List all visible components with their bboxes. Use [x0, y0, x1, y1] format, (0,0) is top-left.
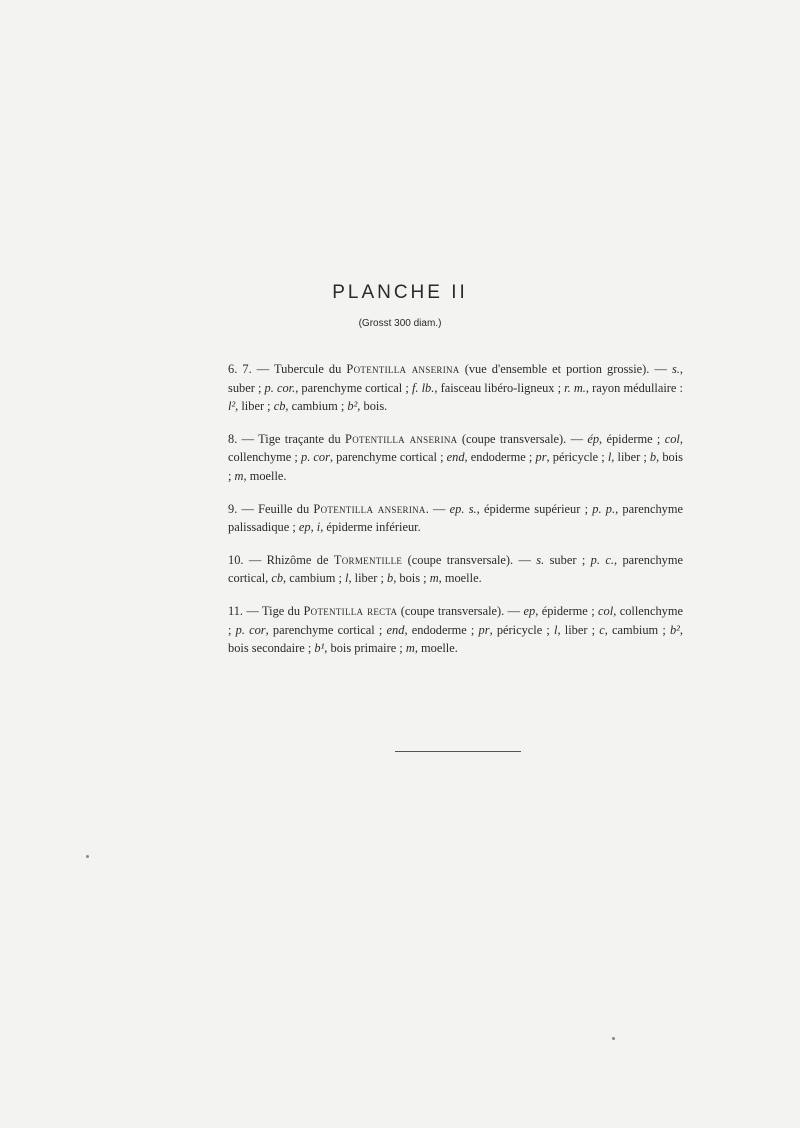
legend-entry-11: 11. — Tige du Potentilla recta (coupe transversale). — ep, épiderme ; col, collenchyme ; p. cor, parenchyme cortical ; end, endoderme ; pr, péricycle ; l, liber ; c, cambium ; b², bois secondaire ; b¹, bois primaire ; m, moelle.	[228, 603, 683, 656]
paper-speck	[86, 855, 89, 858]
legend-entry-6-7: 6. 7. — Tubercule du Potentilla anserina (vue d'ensemble et portion grossie). — s., suber ; p. cor., parenchyme cortical ; f. lb., faisceau libéro-ligneux ; r. m., rayon médullaire : l², liber ; cb, cambium ; b², bois.	[228, 362, 683, 414]
plate-magnification: (Grosst 300 diam.)	[358, 318, 442, 329]
legend-entry-8: 8. — Tige traçante du Potentilla anserina (coupe transversale). — ép, épiderme ; col, collenchyme ; p. cor, parenchyme cortical ; end, endoderme ; pr, péricycle ; l, liber ; b, bois ; m, moelle.	[228, 431, 683, 483]
figure-legend	[228, 360, 683, 672]
legend-entry-10: 10. — Rhizôme de Tormentille (coupe transversale). — s. suber ; p. c., parenchyme cortical, cb, cambium ; l, liber ; b, bois ; m, moelle.	[228, 552, 683, 586]
legend-entry-9: 9. — Feuille du Potentilla anserina. — ep. s., épiderme supérieur ; p. p., parenchyme palissadique ; ep, i, épiderme inférieur.	[228, 501, 683, 535]
paper-speck	[612, 1037, 615, 1040]
plate-title: PLANCHE II	[332, 282, 468, 303]
end-rule	[395, 751, 521, 752]
